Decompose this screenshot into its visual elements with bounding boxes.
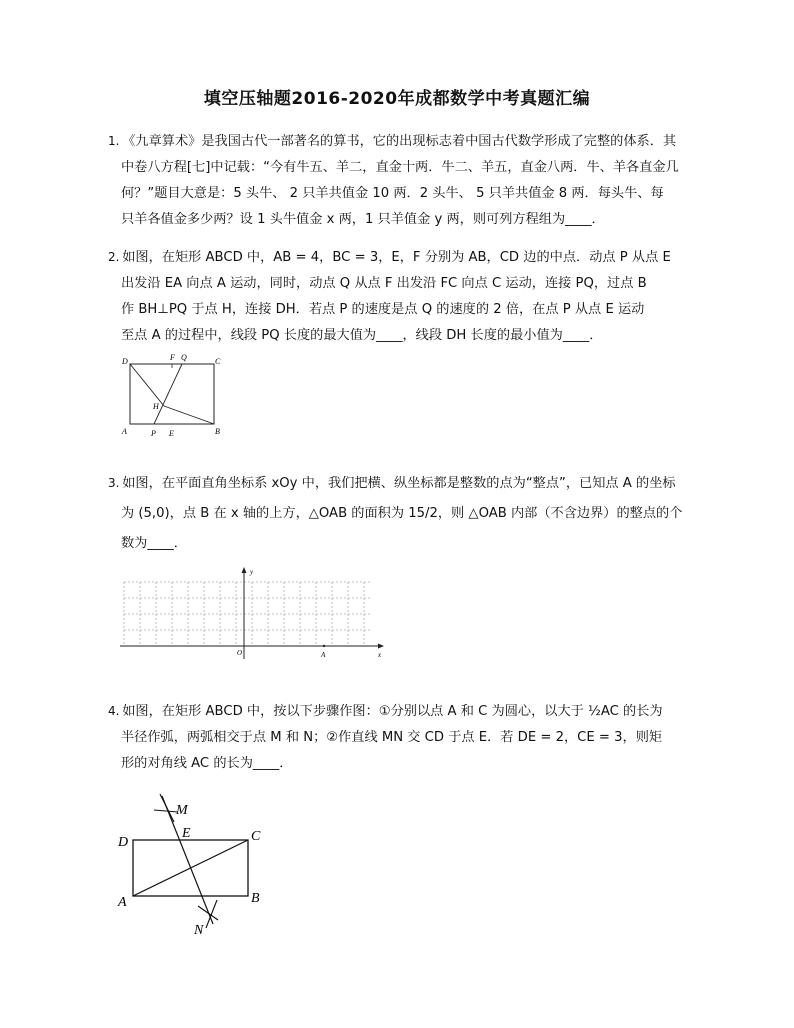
rectangle-figure-q4 <box>114 788 274 938</box>
question-line: 出发沿 EA 向点 A 运动，同时，动点 Q 从点 F 出发沿 FC 向点 C 运动，连接 PQ，过点 B <box>121 276 647 291</box>
question-line: 为 (5,0)，点 B 在 x 轴的上方，△OAB 的面积为 15/2，则 △OAB 内部（不含边界）的整点的个 <box>121 506 683 521</box>
label-c: C <box>215 357 221 366</box>
question-line: 如图，在矩形 ABCD 中，AB = 4，BC = 3，E，F 分别为 AB，CD 边的中点．动点 P 从点 E <box>122 250 671 265</box>
question-number: 3. <box>108 476 120 490</box>
question-line: 只羊各值金多少两？设 1 头牛值金 x 两，1 只羊值金 y 两，则可列方程组为____． <box>121 212 605 227</box>
question-line: 《九章算术》是我国古代一部著名的算书，它的出现标志着中国古代数学形成了完整的体系．其 <box>122 134 677 149</box>
question-line: 形的对角线 AC 的长为____． <box>121 756 293 771</box>
label-c: C <box>251 829 261 844</box>
label-p: P <box>151 429 156 438</box>
question-4 <box>108 698 704 777</box>
label-a: A <box>118 895 127 910</box>
rectangle-abcd <box>130 364 214 424</box>
arc-mark-n-1 <box>198 906 218 920</box>
segment-bh <box>164 406 214 424</box>
label-a: A <box>122 427 127 436</box>
label-a: A <box>321 651 326 659</box>
x-axis-arrow-icon <box>378 644 384 649</box>
label-d: D <box>118 835 129 850</box>
label-q: Q <box>181 353 187 362</box>
label-m: M <box>176 803 188 818</box>
label-e: E <box>182 826 191 841</box>
label-o: O <box>237 649 243 657</box>
dashed-grid <box>124 582 372 646</box>
label-y: y <box>250 568 254 576</box>
rectangle-figure-q2 <box>118 350 228 442</box>
label-x: x <box>378 651 382 659</box>
arc-mark-m-2 <box>160 794 174 822</box>
point-a <box>323 645 325 647</box>
y-axis-arrow-icon <box>242 567 247 573</box>
label-h: H <box>153 402 159 411</box>
segment-pq <box>154 364 182 424</box>
question-line: 数为____． <box>121 536 187 551</box>
label-n: N <box>194 923 204 938</box>
question-number: 4. <box>108 704 120 718</box>
label-b: B <box>215 427 220 436</box>
question-2 <box>108 244 704 349</box>
question-number: 2. <box>108 250 120 264</box>
question-line: 何？”题目大意是：5 头牛、 2 只羊共值金 10 两．2 头牛、 5 只羊共值金 8 两．每头牛、每 <box>121 186 664 201</box>
question-1 <box>108 128 704 233</box>
segment-dh <box>130 364 164 406</box>
label-b: B <box>251 891 260 906</box>
question-line: 至点 A 的过程中，线段 PQ 长度的最大值为____，线段 DH 长度的最小值为____． <box>121 328 603 343</box>
label-e: E <box>169 429 174 438</box>
question-line: 半径作弧，两弧相交于点 M 和 N；②作直线 MN 交 CD 于点 E．若 DE = 2，CE = 3，则矩 <box>121 730 663 745</box>
question-line: 中卷八方程[七]中记载：“今有牛五、羊二，直金十两．牛二、羊五，直金八两．牛、羊各直金几 <box>121 160 679 175</box>
question-line: 如图，在矩形 ABCD 中，按以下步骤作图：①分别以点 A 和 C 为圆心，以大于 ½AC 的长为 <box>122 704 663 719</box>
document-title: 填空压轴题2016-2020年成都数学中考真题汇编 <box>203 89 591 109</box>
arc-mark-m-1 <box>154 810 178 812</box>
question-3 <box>108 470 704 557</box>
question-line: 作 BH⊥PQ 于点 H，连接 DH．若点 P 的速度是点 Q 的速度的 2 倍，在点 P 从点 E 运动 <box>121 302 645 317</box>
question-line: 如图，在平面直角坐标系 xOy 中，我们把横、纵坐标都是整数的点为“整点”，已知点 A 的坐标 <box>122 476 676 491</box>
label-f: F <box>170 353 175 362</box>
coordinate-grid-figure-q3 <box>116 565 386 661</box>
label-d: D <box>122 357 128 366</box>
question-number: 1. <box>108 134 120 148</box>
arc-mark-n-2 <box>206 900 217 928</box>
